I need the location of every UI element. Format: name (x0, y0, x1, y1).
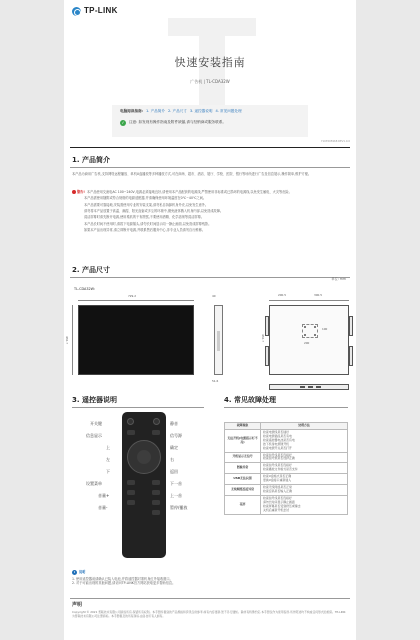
warning-item: 本产品需要可靠接地,安装需使用专业的安装支架,请勿私自拆卸机身外壳,以免发生意外。 (84, 202, 209, 207)
section-size-title: 2. 产品尺寸 (72, 266, 110, 274)
faq-answer: 检查无线网络是否正常 检查密码是否输入正确 (261, 485, 348, 496)
remote-label-left: 设置菜单 (86, 481, 102, 486)
faq-question: 图像异常 (225, 463, 261, 474)
wall-bracket-icon (265, 316, 269, 336)
column-header: 处理方法 (261, 423, 348, 430)
doc-version: 7103505968 REV1.0.0 (320, 140, 350, 143)
guide-page (64, 0, 356, 640)
source-icon (152, 430, 160, 435)
model-line: 广告机 | TL-CDA32W (190, 79, 230, 84)
back-dim-b: 300.5 (314, 293, 323, 297)
remote-label-right: 下一首 (170, 481, 182, 486)
front-height: 432.7 (64, 336, 69, 345)
warning-item: 本产品需使用随附或符合规格的电源适配器,并请确保使用环境温度在0℃~40℃之间。 (84, 196, 207, 201)
warning-item: 本产品长时间不使用时,请拔下电源插头,请勿长时间显示同一静止画面,以免造成屏幕残影。 (84, 221, 212, 226)
remote-control (122, 412, 166, 558)
faq-question: 开机显示无信号 (225, 452, 261, 463)
tip-block (72, 570, 348, 586)
check-icon: ✓ (121, 119, 125, 125)
column-header: 故障现象 (225, 423, 261, 430)
warning-item: 如果本产品出现异常,请立即断开电源,并联系售后服务中心,非专业人员请勿自行维修。 (84, 227, 205, 232)
remote-diagram (76, 412, 206, 560)
remote-label-left: 下 (106, 469, 110, 474)
back-height: 432.7 (260, 334, 265, 343)
side-depth: 40 (212, 294, 216, 298)
section-intro-title: 1. 产品简介 (72, 156, 110, 164)
faq-question: 无线网络连接异常 (225, 485, 261, 496)
divider (70, 147, 350, 148)
declaration-text: Copyright © 2021 普联技术有限公司版权所有,保留所有权利。本手册所提到的产品规格和资讯仅供参考,如有内容更新,恕不另行通知。除非有特殊约定,本手册仅作为使用指导,所作陈述均不构成任何形式的担保。TP-LINK 为普联技术有限公司注册商标。本手册提及的所有商标,由各自所有人拥有。 (72, 610, 346, 618)
screen-front-view (78, 305, 194, 375)
warning-item: 请勿将本产品放置于高温、潮湿、阳光直射或多尘的环境中,避免液体溅入机身内部,以免造成故障。 (84, 208, 224, 213)
back-h2: 100 (322, 327, 328, 331)
brand-name: TP-LINK (84, 6, 118, 15)
table-row (225, 495, 348, 514)
menu-icon (127, 480, 135, 485)
faq-answer: 检查电源线是否插好 检查电源插座是否有电 检查遥控器电池是否有电 按下机身电源键开机 检查电源开关是否打开 (261, 429, 348, 452)
brand (72, 6, 118, 17)
faq-question: USB无法识别 (225, 474, 261, 485)
screen-back-view (269, 305, 349, 375)
remote-label-right: 确定 (170, 445, 178, 450)
volume-down-icon (127, 500, 135, 505)
package-note: 注意: 如发现有操作指南及附件缺漏,请与经销商或服务联系。 (129, 120, 226, 125)
remote-label-left: 左 (106, 457, 110, 462)
divider (72, 407, 204, 408)
unit-label: 单位: mm (331, 277, 346, 281)
play-pause-icon (152, 510, 160, 515)
faq-answer: 检查信号线是否连接好 检查信号源是否选择正确 (261, 452, 348, 463)
nav-item-remote[interactable]: 3. 遥控器说明 (189, 109, 213, 113)
remote-label-left: 音量+ (98, 493, 110, 498)
port-icon (316, 386, 321, 388)
divider (224, 407, 348, 408)
section-faq-title: 4. 常见故障处理 (224, 396, 276, 404)
nav-item-size[interactable]: 2. 产品尺寸 (167, 109, 187, 113)
front-width: 729.2 (128, 294, 137, 298)
faq-question: 花屏 (225, 495, 261, 514)
tp-link-logo-icon (72, 7, 81, 16)
table-row (225, 452, 348, 463)
table-row (225, 429, 348, 452)
wall-bracket-icon (349, 316, 353, 336)
faq-question: 无法开机(电源指示灯不亮) (225, 429, 261, 452)
faq-table (224, 422, 348, 515)
faq-answer: 检查U盘格式是否正确 更换U盘接口重新插入 (261, 474, 348, 485)
remote-label-left: 开关键 (90, 421, 102, 426)
divider (70, 598, 350, 599)
tip-line: 2. 对于可能出现的其他问题,请访问TP-LINK官方网站获取更多帮助信息。 (72, 581, 176, 586)
prev-icon (152, 500, 160, 505)
remote-label-left: 音量- (98, 505, 108, 510)
warning-block (72, 190, 348, 234)
nav-item-faq[interactable]: 4. 常见问题处理 (215, 109, 242, 113)
side-back: 51.6 (212, 379, 219, 383)
warning-item: 清洁屏幕时请先断开电源,使用柔软的干布擦拭,不要使用酒精、化学溶剂等清洁屏幕。 (84, 215, 204, 220)
remote-label-right: 右 (170, 457, 174, 462)
ok-icon (137, 450, 151, 464)
warning-tag: 警告! (77, 190, 85, 194)
nav-item-intro[interactable]: 1. 产品简介 (146, 109, 165, 113)
section-remote-title: 3. 遥控器说明 (72, 396, 117, 404)
reading-guide (112, 105, 308, 137)
table-row (225, 474, 348, 485)
warning-icon (72, 190, 76, 194)
back-vesa: 200 (304, 341, 310, 345)
power-icon (127, 418, 134, 425)
faq-answer: 检查信号线是否连接好 请勿长时间显示静止画面 检查屏幕是否受到挤压或撞击 关机后重新开机尝试 (261, 495, 348, 514)
dim-model-label: TL-CDA32W: (74, 287, 95, 291)
intro-text: 本产品为商用广告机,支持网络远程播放、单机U盘播放等多种播放方式,可在商场、超市、酒店、展厅、学校、医院、银行等场所进行广告及信息展示,操作简单,维护方便。 (72, 172, 312, 176)
remote-label-left: 上 (106, 445, 110, 450)
wall-bracket-icon (265, 346, 269, 366)
wall-bracket-icon (349, 346, 353, 366)
faq-answer: 检查信号线是否连接好 检查播放文件格式是否支持 (261, 463, 348, 474)
port-icon (308, 386, 313, 388)
declaration-title: 声明 (72, 602, 83, 608)
remote-label-right: 上一首 (170, 493, 182, 498)
back-dim-a: 200.5 (278, 293, 287, 297)
remote-label-right: 暂停/播放 (170, 505, 188, 510)
port-icon (300, 386, 305, 388)
reading-guide-label: 电脑阅读指南: (120, 109, 143, 113)
bottom-view (269, 384, 349, 390)
volume-up-icon (127, 490, 135, 495)
next-icon (152, 490, 160, 495)
page-title: 快速安装指南 (174, 56, 246, 69)
vesa-holes (302, 324, 318, 338)
remote-label-left: 信息显示 (86, 433, 102, 438)
table-row (225, 463, 348, 474)
screen-side-view (214, 305, 223, 375)
mute-icon (153, 418, 160, 425)
table-header (225, 423, 348, 430)
table-row (225, 485, 348, 496)
tip-tag: 说明 (79, 570, 86, 575)
back-icon (152, 480, 160, 485)
warning-text: 本产品使用交流电AC 100~240V,电源必须接地良好,请使用本产品配套的电源线,严禁使用非标准或已损坏的电源线,以免发生触电、火灾等危险。 (86, 190, 292, 194)
divider (70, 277, 350, 278)
remote-label-right: 返回 (170, 469, 178, 474)
divider (70, 167, 350, 168)
info-icon: i (73, 570, 76, 574)
remote-label-right: 信号源 (170, 433, 182, 438)
info-icon (127, 430, 135, 435)
remote-label-right: 静音 (170, 421, 178, 426)
tip-line: 1. 使用遥控器前请确认已装入电池,并将遥控器对准机身红外接收窗口。 (72, 577, 173, 581)
